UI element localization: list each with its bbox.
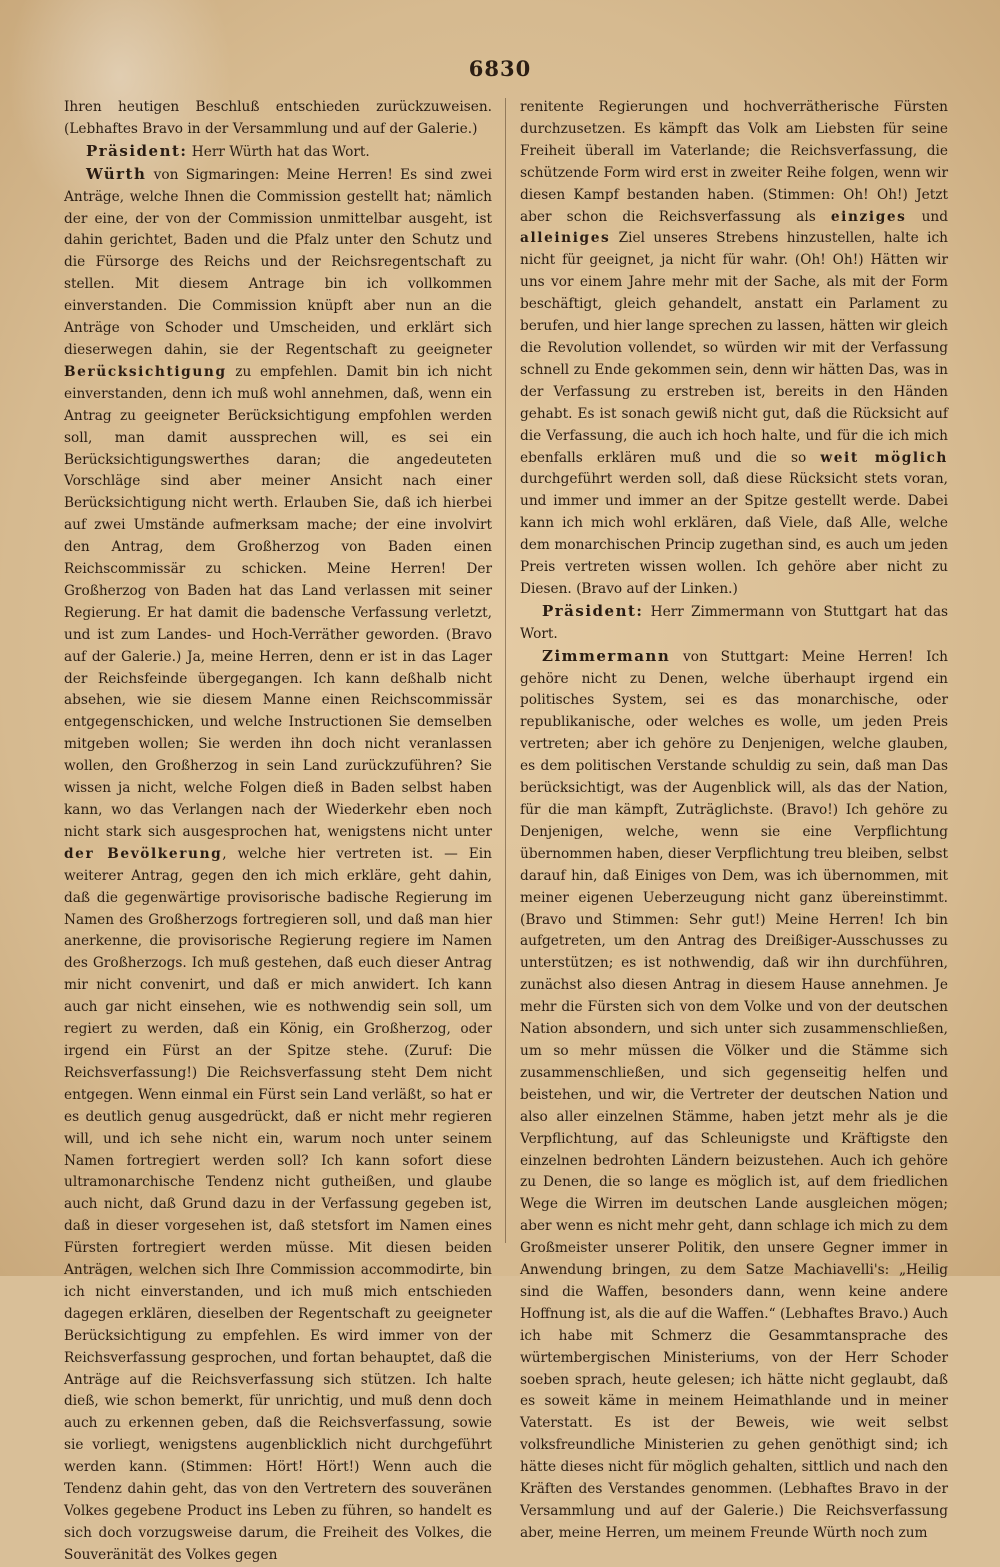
- emphasis-text: alleiniges: [520, 230, 611, 247]
- emphasis-text: Berücksichtigung: [64, 363, 227, 380]
- emphasis-text: einziges: [830, 208, 907, 225]
- emphasis-text: weit möglich: [820, 449, 948, 466]
- speaker-name: Würth: [86, 164, 147, 183]
- speech-text: von Sigmaringen: Meine Herren! Es sind zwei Anträge, welche Ihnen die Commission gestellt hat; nämlich der eine, der von der Commission unmittelbar ausgeht, ist dahin gerichtet, Baden und die Pfalz unter den Schutz und die Fürsorge des Reichs und der Reichsregentschaft zu stellen. Mit diesem Antrage bin ich vollkommen einverstanden. Die Commission knüpft aber nun an die Anträge von Schoder und Umscheiden, und erklärt sich dieserwegen dahin, sie der Regentschaft zu geeigneter: [64, 166, 492, 358]
- speech-text: und: [906, 208, 948, 225]
- speaker-name: Präsident:: [86, 141, 188, 160]
- speech-wuerth: [64, 164, 492, 1567]
- page-number: 6830: [468, 56, 532, 81]
- remark-text: Herr Zimmermann von Stuttgart hat das Wort.: [520, 603, 948, 642]
- speaker-name: Präsident:: [542, 601, 644, 620]
- speech-text: durchgeführt werden soll, daß diese Rücksicht stets voran, und immer und immer an der Spitze gestellt werde. Dabei kann ich mich wohl erklären, daß Viele, daß Alle, welche dem monarchischen Princip zugethan sind, es auch um jeden Preis vertreten wissen wollen. Ich gehöre aber nicht zu Diesen. (Bravo auf der Linken.): [520, 471, 948, 597]
- remark-text: Herr Würth hat das Wort.: [187, 143, 370, 160]
- speech-zimmermann: [520, 646, 948, 1545]
- speech-text: renitente Regierungen und hochverrätherische Fürsten durchzusetzen. Es kämpft das Volk am Liebsten für seine Freiheit überall im Vaterlande; die Reichsverfassung, die schützende Form wird erst in zweiter Reihe folgen, wenn wir diesen Kampf bestanden haben. (Stimmen: Oh! Oh!) Jetzt aber schon die Reichsverfassung als: [520, 99, 948, 225]
- president-remark: [520, 601, 948, 646]
- left-column: [64, 97, 492, 1563]
- right-column: [520, 97, 948, 1541]
- emphasis-text: der Bevölkerung: [64, 845, 223, 862]
- paragraph-continuation: [520, 97, 948, 601]
- speech-text: Ziel unseres Strebens hinzustellen, halte ich nicht für geeignet, ja nicht für wahr. (Oh! Oh!) Hätten wir uns vor einem Jahre mehr mit der Sache, als mit der Form beschäftigt, gleich gehandelt, anstatt ein Parlament zu berufen, und hier lange sprechen zu lassen, hätten wir gleich die Revolution vollendet, so würden wir mit der Verfassung schnell zu Ende gekommen sein, denn wir hätten Das, was in der Verfassung zu erstreben ist, bereits in den Händen gehabt. Es ist sonach gewiß nicht gut, daß die Rücksicht auf die Verfassung, die auch ich hoch halte, und für die ich mich ebenfalls erklären muß und die so: [520, 230, 948, 466]
- speech-text: von Stuttgart: Meine Herren! Ich gehöre nicht zu Denen, welche überhaupt irgend ein politisches System, sei es das monarchische, oder republikanische, oder welches es wolle, um jeden Preis vertreten; aber ich gehöre zu Denjenigen, welche glauben, es dem politischen Verstande schuldig zu sein, daß man Das berücksichtigt, was der Augenblick will, als das der Nation, für die man kämpft, Zuträglichste. (Bravo!) Ich gehöre zu Denjenigen, welche, wenn sie eine Verpflichtung übernommen haben, dieser Verpflichtung treu bleiben, selbst darauf hin, daß Einiges von Dem, was ich übernommen, mit meiner eigenen Ueberzeugung nicht ganz übereinstimmt. (Bravo und Stimmen: Sehr gut!) Meine Herren! Ich bin aufgetreten, um den Antrag des Dreißiger-Ausschusses zu unterstützen; es ist nothwendig, daß wir ihn durchführen, zunächst also diesen Antrag in diesem Hause annehmen. Je mehr die Fürsten sich von dem Volke und von der deutschen Nation absondern, und sich unter sich zusammenschließen, um so mehr müssen die Völker und die Stämme sich zusammenschließen, und sich gegenseitig helfen und beistehen, und wir, die Vertreter der deutschen Nation und also aller einzelnen Stämme, haben jetzt mehr als je die Verpflichtung, auf das Schleunigste und Kräftigste den einzelnen bedrohten Ländern beizustehen. Auch ich gehöre zu Denen, die so lange es möglich ist, auf dem friedlichen Wege die Wirren im deutschen Lande ausgleichen mögen; aber wenn es nicht mehr geht, dann schlage ich mich zu dem Großmeister unserer Politik, den unsere Gegner immer in Anwendung bringen, zu dem Satze Machiavelli's: „Heilig sind die Waffen, besonders dann, wenn keine andere Hoffnung ist, als die auf die Waffen.“ (Lebhaftes Bravo.) Auch ich habe mit Schmerz die Gesammtansprache des würtembergischen Ministeriums, von der Herr Schoder soeben sprach, heute gelesen; ich hätte nicht geglaubt, daß es soweit käme in meinem Heimathlande und in meiner Vaterstatt. Es ist der Beweis, wie weit selbst volksfreundliche Ministerien zu gehen genöthigt sind; ich hätte dieses nicht für möglich gehalten, sittlich und nach den Kräften des Verstandes genommen. (Lebhaftes Bravo in der Versammlung und auf der Galerie.) Die Reichsverfassung aber, meine Herren, um meinem Freunde Würth noch zum: [520, 648, 948, 1541]
- paragraph-continuation: Ihren heutigen Beschluß entschieden zurückzuweisen. (Lebhaftes Bravo in der Versammlung und auf der Galerie.): [64, 99, 492, 137]
- speech-text: , welche hier vertreten ist. — Ein weiterer Antrag, gegen den ich mich erkläre, geht dahin, daß die gegenwärtige provisorische badische Regierung im Namen des Großherzogs fortregieren soll, und daß man hier anerkenne, die provisorische Regierung regiere im Namen des Großherzogs. Ich muß gestehen, daß euch dieser Antrag mir nicht convenirt, und daß er mich anwidert. Ich kann auch gar nicht einsehen, wie es nothwendig sein soll, um regiert zu werden, daß ein König, ein Großherzog, oder irgend ein Fürst an der Spitze stehe. (Zuruf: Die Reichsverfassung!) Die Reichsverfassung steht Dem nicht entgegen. Wenn einmal ein Fürst sein Land verläßt, so hat er es deutlich genug ausgedrückt, daß er nicht mehr regieren will, und ich sehe nicht ein, warum noch unter seinem Namen fortregiert werden soll? Ich kann sofort diese ultramonarchische Tendenz nicht gutheißen, und glaube auch nicht, daß Grund dazu in der Verfassung gegeben ist, daß in dieser vorgesehen ist, daß stetsfort im Namen eines Fürsten fortregiert werden müsse. Mit diesen beiden Anträgen, welchen sich Ihre Commission accommodirte, bin ich nicht einverstanden, und ich muß mich entschieden dagegen erklären, dieselben der Regentschaft zu geeigneter Berücksichtigung zu empfehlen. Es wird immer von der Reichsverfassung gesprochen, und fortan behauptet, daß die Anträge auf die Reichsverfassung sich stützen. Ich halte dieß, wie schon bemerkt, für unrichtig, und muß denn doch auch zu erkennen geben, daß die Reichsverfassung, sowie sie vorliegt, wenigstens augenblicklich nicht durchgeführt werden kann. (Stimmen: Hört! Hört!) Wenn auch die Tendenz dahin geht, das von den Vertretern des souveränen Volkes gegebene Product ins Leben zu führen, so handelt es sich doch vorzugsweise darum, die Freiheit des Volkes, die Souveränität des Volkes gegen: [64, 845, 492, 1563]
- speaker-name: Zimmermann: [542, 646, 671, 665]
- column-divider: [505, 98, 506, 1243]
- speech-text: zu empfehlen. Damit bin ich nicht einverstanden, denn ich muß wohl annehmen, daß, wenn ein Antrag zu geeigneter Berücksichtigung empfohlen werden soll, man damit aussprechen will, es sei ein Berücksichtigungswerthes daran; die angedeuteten Vorschläge sind aber meiner Ansicht nach einer Berücksichtigung nicht werth. Erlauben Sie, daß ich hierbei auf zwei Umstände aufmerksam mache; der eine involvirt den Antrag, dem Großherzog von Baden einen Reichscommissär zu schicken. Meine Herren! Der Großherzog von Baden hat das Land verlassen mit seiner Regierung. Er hat damit die badensche Verfassung verletzt, und ist zum Landes- und Hoch-Verräther geworden. (Bravo auf der Galerie.) Ja, meine Herren, denn er ist in das Lager der Reichsfeinde übergegangen. Ich kann deßhalb nicht absehen, wie sie diesem Manne einen Reichscommissär entgegenschicken, und welche Instructionen Sie demselben mitgeben wollen; Sie werden ihn doch nicht veranlassen wollen, den Großherzog in sein Land zurückzuführen? Sie wissen ja nicht, welche Folgen dieß in Baden selbst haben kann, wo das Verlangen nach der Wiederkehr eben noch nicht stark sich ausgesprochen hat, wenigstens nicht unter: [64, 363, 492, 840]
- president-remark: [64, 141, 492, 164]
